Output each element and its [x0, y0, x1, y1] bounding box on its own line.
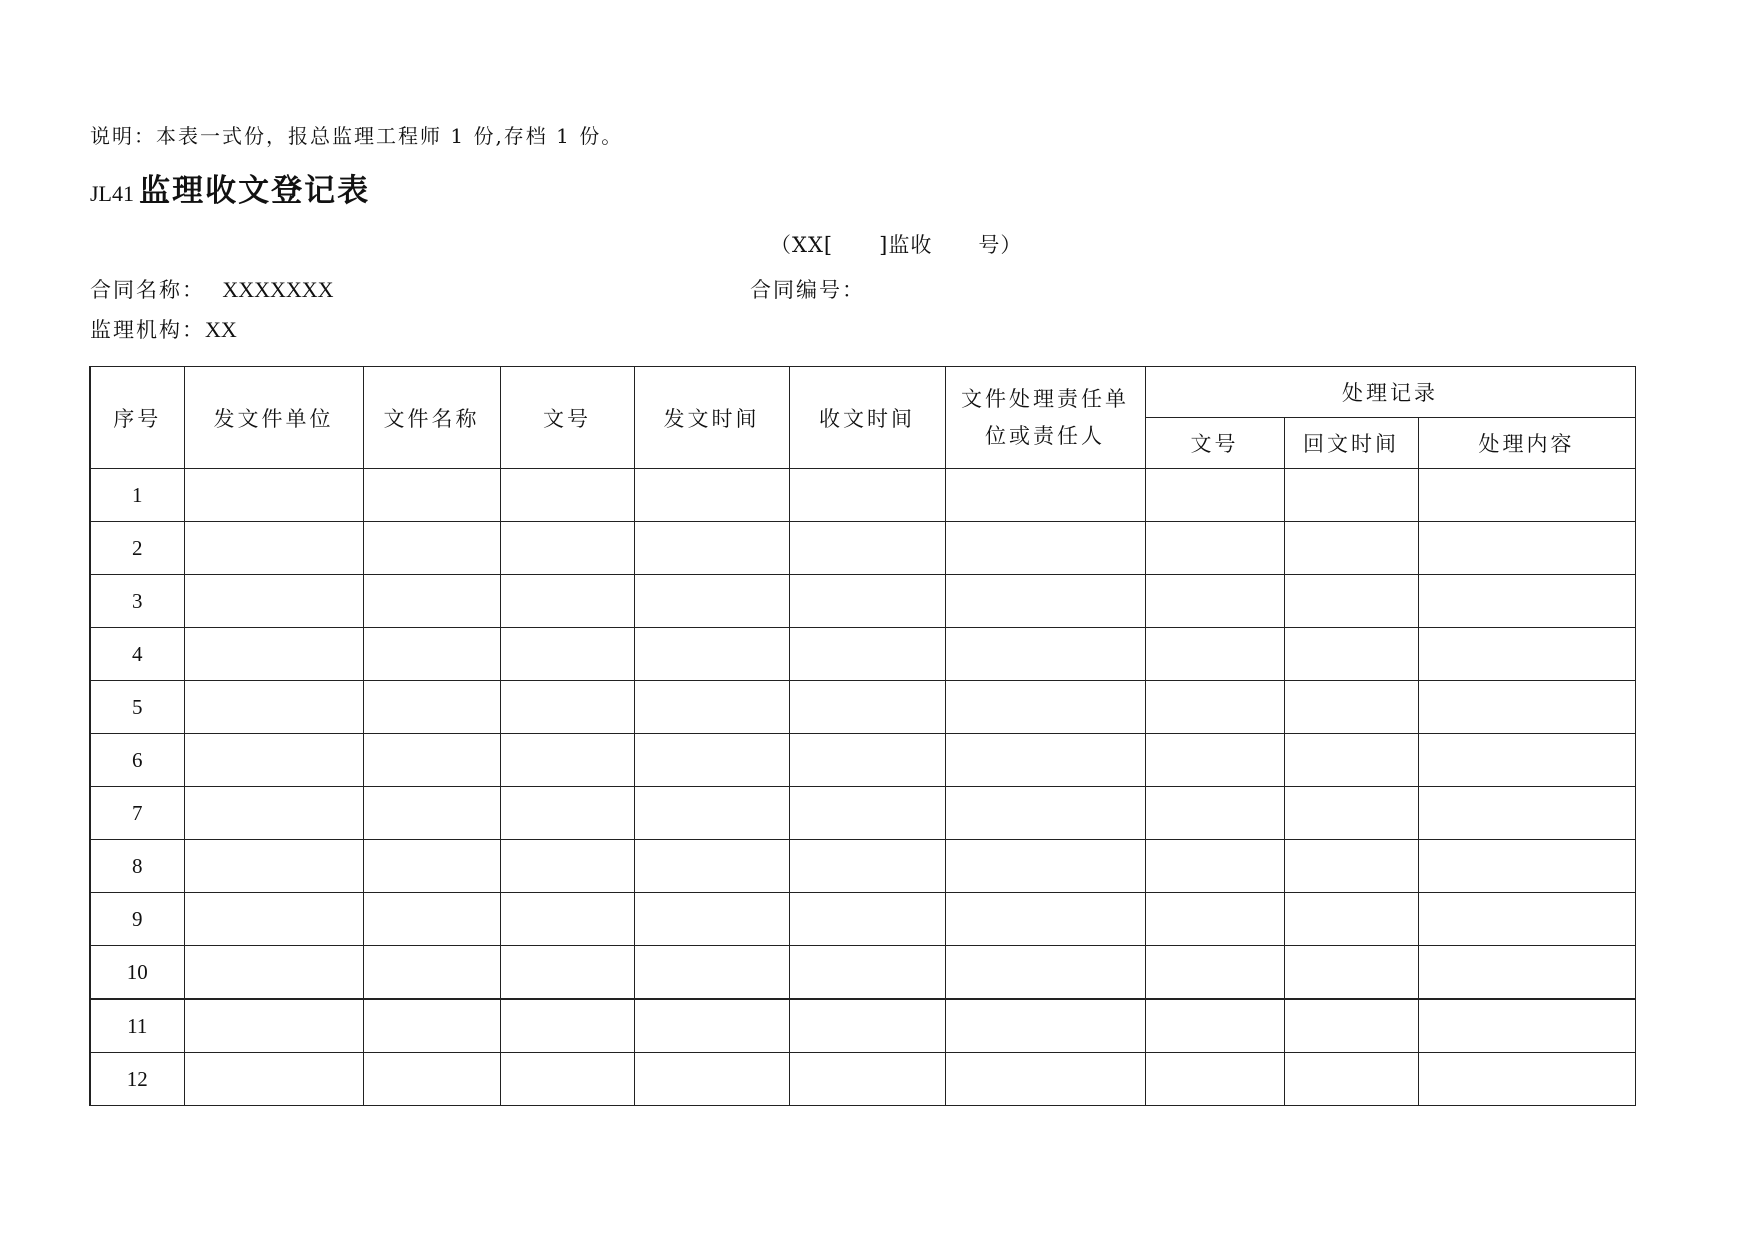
cell-record-doc-no[interactable]	[1145, 681, 1284, 734]
cell-sender[interactable]	[184, 946, 363, 1000]
cell-sender[interactable]	[184, 469, 363, 522]
table-row	[90, 893, 1635, 946]
row-seq-cell: 2	[90, 522, 184, 575]
header-record-doc-no: 文号	[1145, 418, 1284, 469]
supervisor-line	[90, 314, 237, 344]
row-seq-cell: 11	[90, 999, 184, 1053]
cell-doc-name[interactable]	[363, 946, 500, 1000]
row-seq-cell: 1	[90, 469, 184, 522]
contract-name-label: 合同名称：	[90, 278, 205, 302]
document-number: （XX[ ]监收 号）	[770, 233, 1023, 257]
cell-responsible[interactable]	[945, 787, 1145, 840]
cell-doc-name[interactable]	[363, 522, 500, 575]
cell-send-time[interactable]	[634, 999, 789, 1053]
cell-record-content[interactable]	[1418, 946, 1635, 1000]
cell-send-time[interactable]	[634, 787, 789, 840]
cell-receive-time[interactable]	[789, 469, 945, 522]
cell-record-doc-no[interactable]	[1145, 946, 1284, 1000]
cell-doc-no[interactable]	[500, 787, 634, 840]
cell-sender[interactable]	[184, 522, 363, 575]
cell-responsible[interactable]	[945, 469, 1145, 522]
table-row	[90, 999, 1635, 1053]
cell-responsible[interactable]	[945, 681, 1145, 734]
cell-doc-name[interactable]	[363, 999, 500, 1053]
cell-record-reply-time[interactable]	[1284, 522, 1418, 575]
cell-doc-name[interactable]	[363, 469, 500, 522]
cell-record-content[interactable]	[1418, 787, 1635, 840]
header-sender: 发文件单位	[184, 367, 363, 469]
cell-responsible[interactable]	[945, 1053, 1145, 1106]
table-row	[90, 840, 1635, 893]
cell-doc-name[interactable]	[363, 575, 500, 628]
cell-doc-name[interactable]	[363, 840, 500, 893]
cell-doc-no[interactable]	[500, 893, 634, 946]
row-seq-cell: 12	[90, 1053, 184, 1106]
header-record: 处理记录	[1145, 367, 1635, 418]
cell-doc-name[interactable]	[363, 893, 500, 946]
cell-record-reply-time[interactable]	[1284, 893, 1418, 946]
cell-sender[interactable]	[184, 893, 363, 946]
cell-doc-no[interactable]	[500, 734, 634, 787]
cell-send-time[interactable]	[634, 1053, 789, 1106]
cell-doc-name[interactable]	[363, 1053, 500, 1106]
cell-sender[interactable]	[184, 734, 363, 787]
cell-send-time[interactable]	[634, 522, 789, 575]
receipt-register-table	[89, 366, 1636, 1106]
cell-responsible[interactable]	[945, 575, 1145, 628]
cell-doc-name[interactable]	[363, 787, 500, 840]
header-responsible: 文件处理责任单位或责任人	[945, 367, 1145, 469]
contract-number-label: 合同编号：	[750, 278, 865, 302]
contract-name-value: XXXXXXX	[222, 277, 334, 302]
cell-send-time[interactable]	[634, 681, 789, 734]
header-seq: 序号	[90, 367, 184, 469]
row-seq-cell: 10	[90, 946, 184, 1000]
cell-responsible[interactable]	[945, 522, 1145, 575]
row-seq-cell: 3	[90, 575, 184, 628]
cell-doc-no[interactable]	[500, 575, 634, 628]
row-seq-cell: 5	[90, 681, 184, 734]
cell-responsible[interactable]	[945, 893, 1145, 946]
header-record-reply-time: 回文时间	[1284, 418, 1418, 469]
cell-record-doc-no[interactable]	[1145, 893, 1284, 946]
header-receive-time: 收文时间	[789, 367, 945, 469]
cell-receive-time[interactable]	[789, 1053, 945, 1106]
cell-record-reply-time[interactable]	[1284, 840, 1418, 893]
cell-doc-name[interactable]	[363, 628, 500, 681]
cell-receive-time[interactable]	[789, 840, 945, 893]
cell-doc-no[interactable]	[500, 681, 634, 734]
table-row	[90, 1053, 1635, 1106]
cell-send-time[interactable]	[634, 628, 789, 681]
cell-record-content[interactable]	[1418, 1053, 1635, 1106]
cell-record-doc-no[interactable]	[1145, 734, 1284, 787]
supervisor-value: XX	[205, 317, 237, 342]
cell-record-reply-time[interactable]	[1284, 787, 1418, 840]
header-doc-name: 文件名称	[363, 367, 500, 469]
cell-record-doc-no[interactable]	[1145, 1053, 1284, 1106]
cell-send-time[interactable]	[634, 946, 789, 1000]
cell-record-content[interactable]	[1418, 522, 1635, 575]
table-row	[90, 469, 1635, 522]
table-row	[90, 946, 1635, 1000]
row-seq-cell: 9	[90, 893, 184, 946]
cell-doc-no[interactable]	[500, 522, 634, 575]
row-seq-cell: 4	[90, 628, 184, 681]
cell-record-reply-time[interactable]	[1284, 681, 1418, 734]
cell-record-reply-time[interactable]	[1284, 575, 1418, 628]
cell-record-doc-no[interactable]	[1145, 469, 1284, 522]
cell-record-reply-time[interactable]	[1284, 734, 1418, 787]
table-row	[90, 628, 1635, 681]
cell-receive-time[interactable]	[789, 999, 945, 1053]
cell-record-doc-no[interactable]	[1145, 787, 1284, 840]
table-row	[90, 522, 1635, 575]
cell-record-reply-time[interactable]	[1284, 999, 1418, 1053]
cell-record-reply-time[interactable]	[1284, 628, 1418, 681]
form-title	[90, 165, 370, 210]
row-seq-cell: 8	[90, 840, 184, 893]
cell-responsible[interactable]	[945, 999, 1145, 1053]
cell-record-content[interactable]	[1418, 999, 1635, 1053]
row-seq-cell: 6	[90, 734, 184, 787]
cell-record-doc-no[interactable]	[1145, 522, 1284, 575]
cell-responsible[interactable]	[945, 734, 1145, 787]
form-code: JL41	[90, 181, 134, 206]
cell-send-time[interactable]	[634, 734, 789, 787]
cell-doc-no[interactable]	[500, 999, 634, 1053]
form-note: 说明：本表一式份，报总监理工程师 1 份,存档 1 份。	[90, 124, 624, 148]
page-title: 监理收文登记表	[139, 173, 371, 209]
cell-record-content[interactable]	[1418, 628, 1635, 681]
cell-receive-time[interactable]	[789, 681, 945, 734]
cell-record-doc-no[interactable]	[1145, 840, 1284, 893]
header-send-time: 发文时间	[634, 367, 789, 469]
cell-record-doc-no[interactable]	[1145, 575, 1284, 628]
table-row	[90, 787, 1635, 840]
cell-record-doc-no[interactable]	[1145, 999, 1284, 1053]
header-record-content: 处理内容	[1418, 418, 1635, 469]
cell-sender[interactable]	[184, 628, 363, 681]
cell-receive-time[interactable]	[789, 522, 945, 575]
cell-record-content[interactable]	[1418, 575, 1635, 628]
cell-doc-no[interactable]	[500, 946, 634, 1000]
cell-sender[interactable]	[184, 840, 363, 893]
register-body	[90, 469, 1635, 1106]
cell-record-content[interactable]	[1418, 681, 1635, 734]
cell-sender[interactable]	[184, 575, 363, 628]
cell-doc-name[interactable]	[363, 734, 500, 787]
table-row	[90, 734, 1635, 787]
cell-send-time[interactable]	[634, 893, 789, 946]
cell-record-doc-no[interactable]	[1145, 628, 1284, 681]
cell-record-content[interactable]	[1418, 469, 1635, 522]
cell-send-time[interactable]	[634, 840, 789, 893]
contract-name-line	[90, 274, 334, 304]
cell-sender[interactable]	[184, 787, 363, 840]
cell-record-reply-time[interactable]	[1284, 1053, 1418, 1106]
cell-record-reply-time[interactable]	[1284, 946, 1418, 1000]
cell-responsible[interactable]	[945, 946, 1145, 1000]
cell-doc-no[interactable]	[500, 1053, 634, 1106]
cell-sender[interactable]	[184, 999, 363, 1053]
cell-record-content[interactable]	[1418, 893, 1635, 946]
cell-receive-time[interactable]	[789, 787, 945, 840]
row-seq-cell: 7	[90, 787, 184, 840]
table-row	[90, 575, 1635, 628]
contract-number-line	[750, 274, 865, 304]
cell-doc-name[interactable]	[363, 681, 500, 734]
cell-sender[interactable]	[184, 1053, 363, 1106]
cell-receive-time[interactable]	[789, 628, 945, 681]
cell-record-content[interactable]	[1418, 840, 1635, 893]
supervisor-label: 监理机构：	[90, 318, 205, 342]
cell-send-time[interactable]	[634, 575, 789, 628]
cell-doc-no[interactable]	[500, 628, 634, 681]
cell-responsible[interactable]	[945, 628, 1145, 681]
cell-sender[interactable]	[184, 681, 363, 734]
cell-receive-time[interactable]	[789, 946, 945, 1000]
cell-doc-no[interactable]	[500, 840, 634, 893]
header-doc-no: 文号	[500, 367, 634, 469]
table-row	[90, 681, 1635, 734]
cell-receive-time[interactable]	[789, 893, 945, 946]
cell-record-content[interactable]	[1418, 734, 1635, 787]
cell-receive-time[interactable]	[789, 734, 945, 787]
cell-send-time[interactable]	[634, 469, 789, 522]
cell-responsible[interactable]	[945, 840, 1145, 893]
cell-receive-time[interactable]	[789, 575, 945, 628]
cell-record-reply-time[interactable]	[1284, 469, 1418, 522]
cell-doc-no[interactable]	[500, 469, 634, 522]
